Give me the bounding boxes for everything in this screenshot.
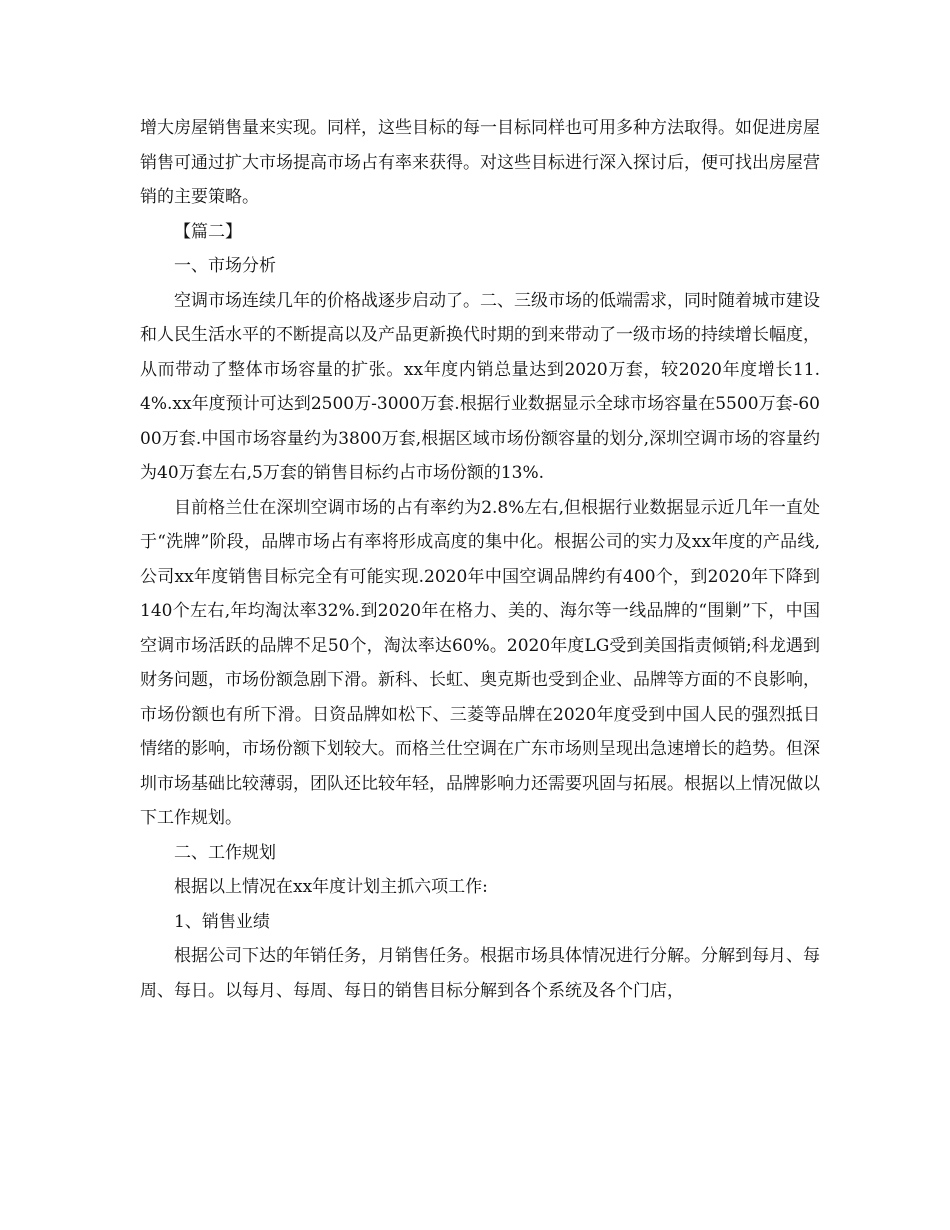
paragraph-sales-targets: 根据公司下达的年销任务，月销售任务。根据市场具体情况进行分解。分解到每月、每周、每日。以每月、每周、每日的销售目标分解到各个系统及各个门店， [140,946,820,1001]
paragraph-six-tasks: 根据以上情况在xx年度计划主抓六项工作: [174,877,488,897]
heading-market-analysis: 一、市场分析 [174,256,276,276]
paragraph-market-capacity: 空调市场连续几年的价格战逐步启动了。二、三级市场的低端需求，同时随着城市建设和人民生活水平的不断提高以及产品更新换代时期的到来带动了一级市场的持续增长幅度，从而带动了整体市场容量的扩张。xx年度内销总量达到2020万套，较2020年度增长11.4%.xx年度预计可达到2500万-3000万套.根据行业数据显示全球市场容量在5500万套-6000万套.中国市场容量约为3800万套,根据区域市场份额容量的划分,深圳空调市场的容量约为40万套左右,5万套的销售目标约占市场份额的13%. [140,290,820,483]
heading-sales-performance: 1、销售业绩 [174,911,270,932]
paragraph-market-share: 目前格兰仕在深圳空调市场的占有率约为2.8%左右,但根据行业数据显示近几年一直处于“洗牌”阶段，品牌市场占有率将形成高度的集中化。根据公司的实力及xx年度的产品线,公司xx年度销售目标完全有可能实现.2020年中国空调品牌约有400个，到2020年下降到140个左右,年均淘汰率32%.到2020年在格力、美的、海尔等一线品牌的“围剿”下，中国空调市场活跃的品牌不足50个，淘汰率达60%。2020年度LG受到美国指责倾销;科龙遇到财务问题，市场份额急剧下滑。新科、长虹、奥克斯也受到企业、品牌等方面的不良影响，市场份额也有所下滑。日资品牌如松下、三菱等品牌在2020年度受到中国人民的强烈抵日情绪的影响，市场份额下划较大。而格兰仕空调在广东市场则呈现出急速增长的趋势。但深圳市场基础比较薄弱，团队还比较年轻，品牌影响力还需要巩固与拓展。根据以上情况做以下工作规划。 [140,497,820,828]
heading-work-plan: 二、工作规划 [174,842,276,863]
document-body [140,111,820,1008]
section-heading-part-two: 【篇二】 [174,221,242,242]
paragraph-continuation: 增大房屋销售量来实现。同样，这些目标的每一目标同样也可用多种方法取得。如促进房屋销售可通过扩大市场提高市场占有率来获得。对这些目标进行深入探讨后，便可找出房屋营销的主要策略。 [140,118,820,207]
